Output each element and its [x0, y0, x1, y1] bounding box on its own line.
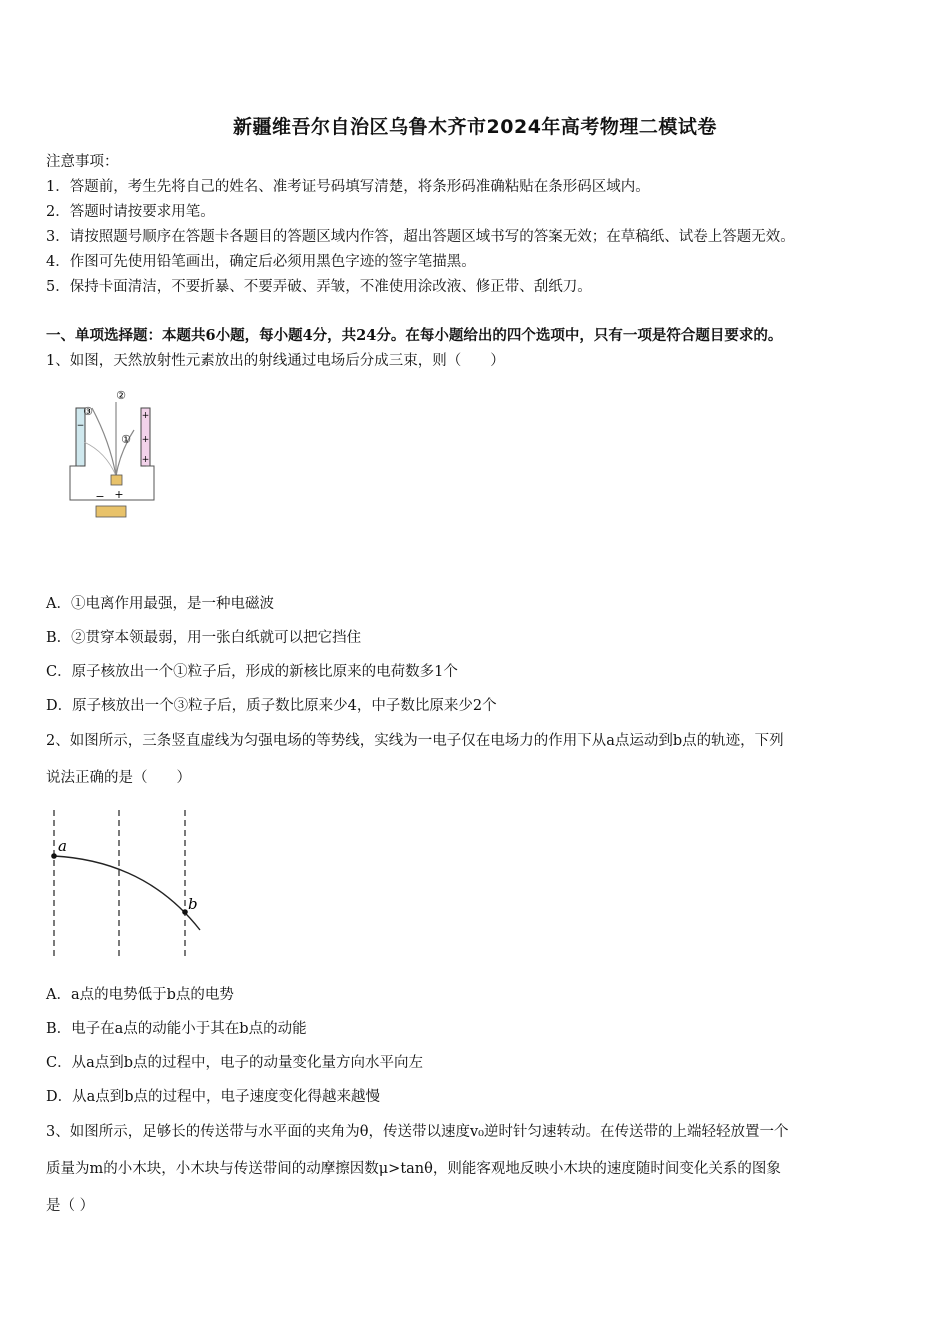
- q3-stem-line2: 质量为m的小木块，小木块与传送带间的动摩擦因数μ>tanθ，则能客观地反映小木块的速度随时间变化关系的图象: [46, 1161, 781, 1177]
- radioactive-source: [111, 475, 122, 485]
- plate-plus-sign-2: +: [141, 435, 150, 445]
- q1-figure: [62, 382, 166, 522]
- q3-stem-line3: 是（ ）: [46, 1198, 95, 1214]
- battery: [96, 506, 126, 517]
- q2-option-a: A．a点的电势低于b点的电势: [46, 987, 234, 1003]
- q2-stem-line2: 说法正确的是（ ）: [46, 770, 191, 786]
- plate-plus-sign: +: [141, 411, 150, 421]
- point-b: [182, 909, 188, 915]
- point-a: [51, 853, 57, 859]
- notice-heading: 注意事项：: [46, 154, 119, 170]
- battery-minus-label: −: [95, 490, 105, 503]
- page-title: 新疆维吾尔自治区乌鲁木齐市2024年高考物理二模试卷: [233, 116, 717, 138]
- battery-plus-label: +: [114, 488, 124, 501]
- notice-item-1: 1．答题前，考生先将自己的姓名、准考证号码填写清楚，将条形码准确粘贴在条形码区域内。: [46, 179, 650, 195]
- q1-stem: 1、如图，天然放射性元素放出的射线通过电场后分成三束，则（ ）: [46, 353, 505, 369]
- notice-item-2: 2．答题时请按要求用笔。: [46, 204, 215, 220]
- ray-3-label: ③: [83, 405, 93, 418]
- q1-option-c: C．原子核放出一个①粒子后，形成的新核比原来的电荷数多1个: [46, 664, 458, 680]
- q1-option-a: A．①电离作用最强，是一种电磁波: [46, 596, 274, 612]
- point-a-label: a: [58, 837, 67, 855]
- plate-plus-sign-3: +: [141, 455, 150, 465]
- electron-trajectory: [54, 856, 200, 930]
- ray-spread: [84, 442, 116, 476]
- ray-2-label: ②: [116, 389, 126, 402]
- q2-option-c: C．从a点到b点的过程中，电子的动量变化量方向水平向左: [46, 1055, 424, 1071]
- q1-option-d: D．原子核放出一个③粒子后，质子数比原来少4，中子数比原来少2个: [46, 698, 497, 714]
- point-b-label: b: [188, 895, 198, 913]
- q2-option-b: B．电子在a点的动能小于其在b点的动能: [46, 1021, 307, 1037]
- notice-item-3: 3．请按照题号顺序在答题卡各题目的答题区域内作答，超出答题区域书写的答案无效；在草稿纸、试卷上答题无效。: [46, 229, 795, 245]
- ray-3-path: [92, 408, 116, 476]
- q3-stem-line1: 3、如图所示，足够长的传送带与水平面的夹角为θ，传送带以速度v₀逆时针匀速转动。在传送带的上端轻轻放置一个: [46, 1124, 789, 1140]
- ray-1-label: ①: [121, 433, 131, 446]
- q2-figure: [46, 806, 206, 958]
- plate-minus-sign: −: [76, 421, 85, 431]
- notice-item-5: 5．保持卡面清洁，不要折暴、不要弄破、弄皱，不准使用涂改液、修正带、刮纸刀。: [46, 279, 592, 295]
- notice-item-4: 4．作图可先使用铅笔画出，确定后必须用黑色字迹的签字笔描黑。: [46, 254, 476, 270]
- q2-stem-line1: 2、如图所示，三条竖直虚线为匀强电场的等势线，实线为一电子仅在电场力的作用下从a点运动到b点的轨迹，下列: [46, 733, 784, 749]
- q1-option-b: B．②贯穿本领最弱，用一张白纸就可以把它挡住: [46, 630, 362, 646]
- section-heading: 一、单项选择题：本题共6小题，每小题4分，共24分。在每小题给出的四个选项中，只有一项是符合题目要求的。: [46, 327, 783, 344]
- q2-option-d: D．从a点到b点的过程中，电子速度变化得越来越慢: [46, 1089, 381, 1105]
